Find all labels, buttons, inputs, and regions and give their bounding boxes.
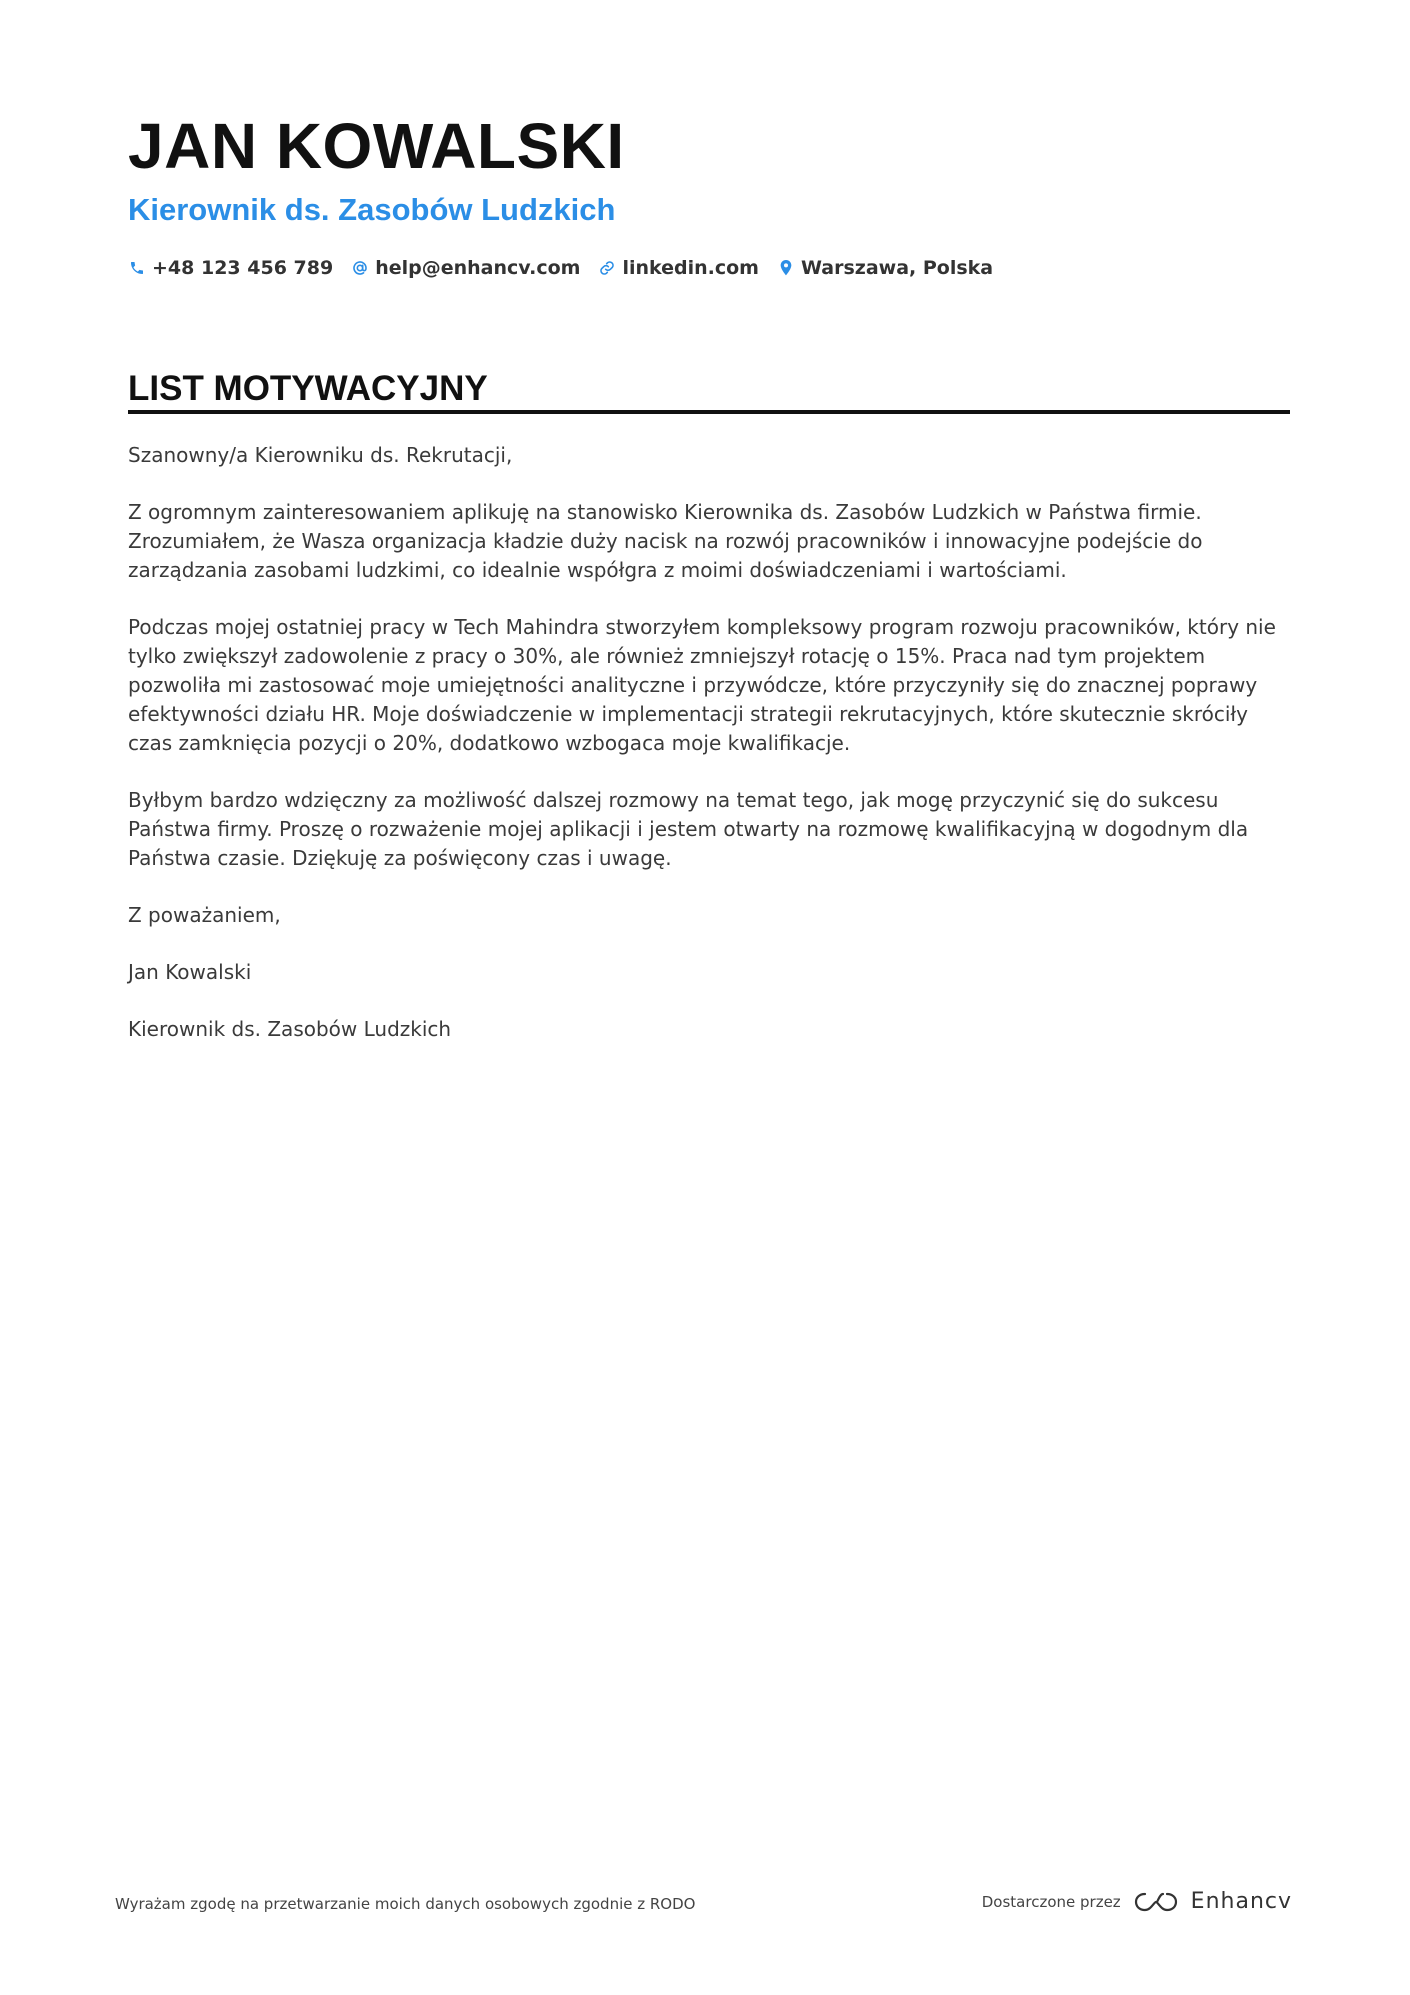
- job-title: Kierownik ds. Zasobów Ludzkich: [128, 192, 616, 227]
- contact-location: [777, 257, 993, 279]
- letter-paragraph-1: Z ogromnym zainteresowaniem aplikuję na stanowisko Kierownika ds. Zasobów Ludzkich w Państwa firmie. Zrozumiałem, że Wasza organizacja kładzie duży nacisk na rozwój pracowników i innowacyjne podejście do zarządzania zasobami ludzkimi, co idealnie współgra z moimi doświadczeniami i wartościami.: [128, 500, 1203, 582]
- section-divider: [128, 410, 1290, 414]
- enhancv-logo-icon: [1133, 1890, 1179, 1914]
- letter-closing: Z poważaniem,: [128, 903, 281, 927]
- signature-name: Jan Kowalski: [128, 960, 252, 984]
- section-title: LIST MOTYWACYJNY: [128, 369, 488, 408]
- signature-title: Kierownik ds. Zasobów Ludzkich: [128, 1017, 452, 1041]
- footer-brand[interactable]: [982, 1889, 1292, 1914]
- linkedin-text: linkedin.com: [622, 257, 759, 279]
- link-icon: [598, 259, 616, 277]
- phone-icon: [128, 259, 146, 277]
- contact-email[interactable]: [351, 257, 580, 279]
- applicant-name: JAN KOWALSKI: [128, 110, 625, 182]
- enhancv-logo-text: Enhancv: [1190, 1889, 1292, 1914]
- letter-greeting: Szanowny/a Kierowniku ds. Rekrutacji,: [128, 443, 513, 467]
- location-pin-icon: [777, 259, 795, 277]
- provided-by-label: Dostarczone przez: [981, 1892, 1121, 1911]
- contact-linkedin[interactable]: [598, 257, 759, 279]
- location-text: Warszawa, Polska: [800, 257, 994, 279]
- letter-paragraph-2: Podczas mojej ostatniej pracy w Tech Mahindra stworzyłem kompleksowy program rozwoju pracowników, który nie tylko zwiększył zadowolenie z pracy o 30%, ale również zmniejszył rotację o 15%. Praca nad tym projektem pozwoliła mi zastosować moje umiejętności analityczne i przywódcze, które przyczyniły się do znacznej poprawy efektywności działu HR. Moje doświadczenie w implementacji strategii rekrutacyjnych, które skutecznie skróciły czas zamknięcia pozycji o 20%, dodatkowo wzbogaca moje kwalifikacje.: [128, 615, 1276, 755]
- letter-paragraph-3: Byłbym bardzo wdzięczny za możliwość dalszej rozmowy na temat tego, jak mogę przyczynić się do sukcesu Państwa firmy. Proszę o rozważenie mojej aplikacji i jestem otwarty na rozmowę kwalifikacyjną w dogodnym dla Państwa czasie. Dziękuję za poświęcony czas i uwagę.: [128, 788, 1249, 870]
- contact-bar: [128, 253, 1011, 283]
- gdpr-consent-note: Wyrażam zgodę na przetwarzanie moich danych osobowych zgodnie z RODO: [115, 1895, 696, 1913]
- contact-phone[interactable]: [128, 257, 333, 279]
- at-icon: [351, 259, 369, 277]
- email-text: help@enhancv.com: [375, 257, 581, 279]
- phone-text: +48 123 456 789: [152, 257, 334, 279]
- letter-body: [128, 441, 1290, 1072]
